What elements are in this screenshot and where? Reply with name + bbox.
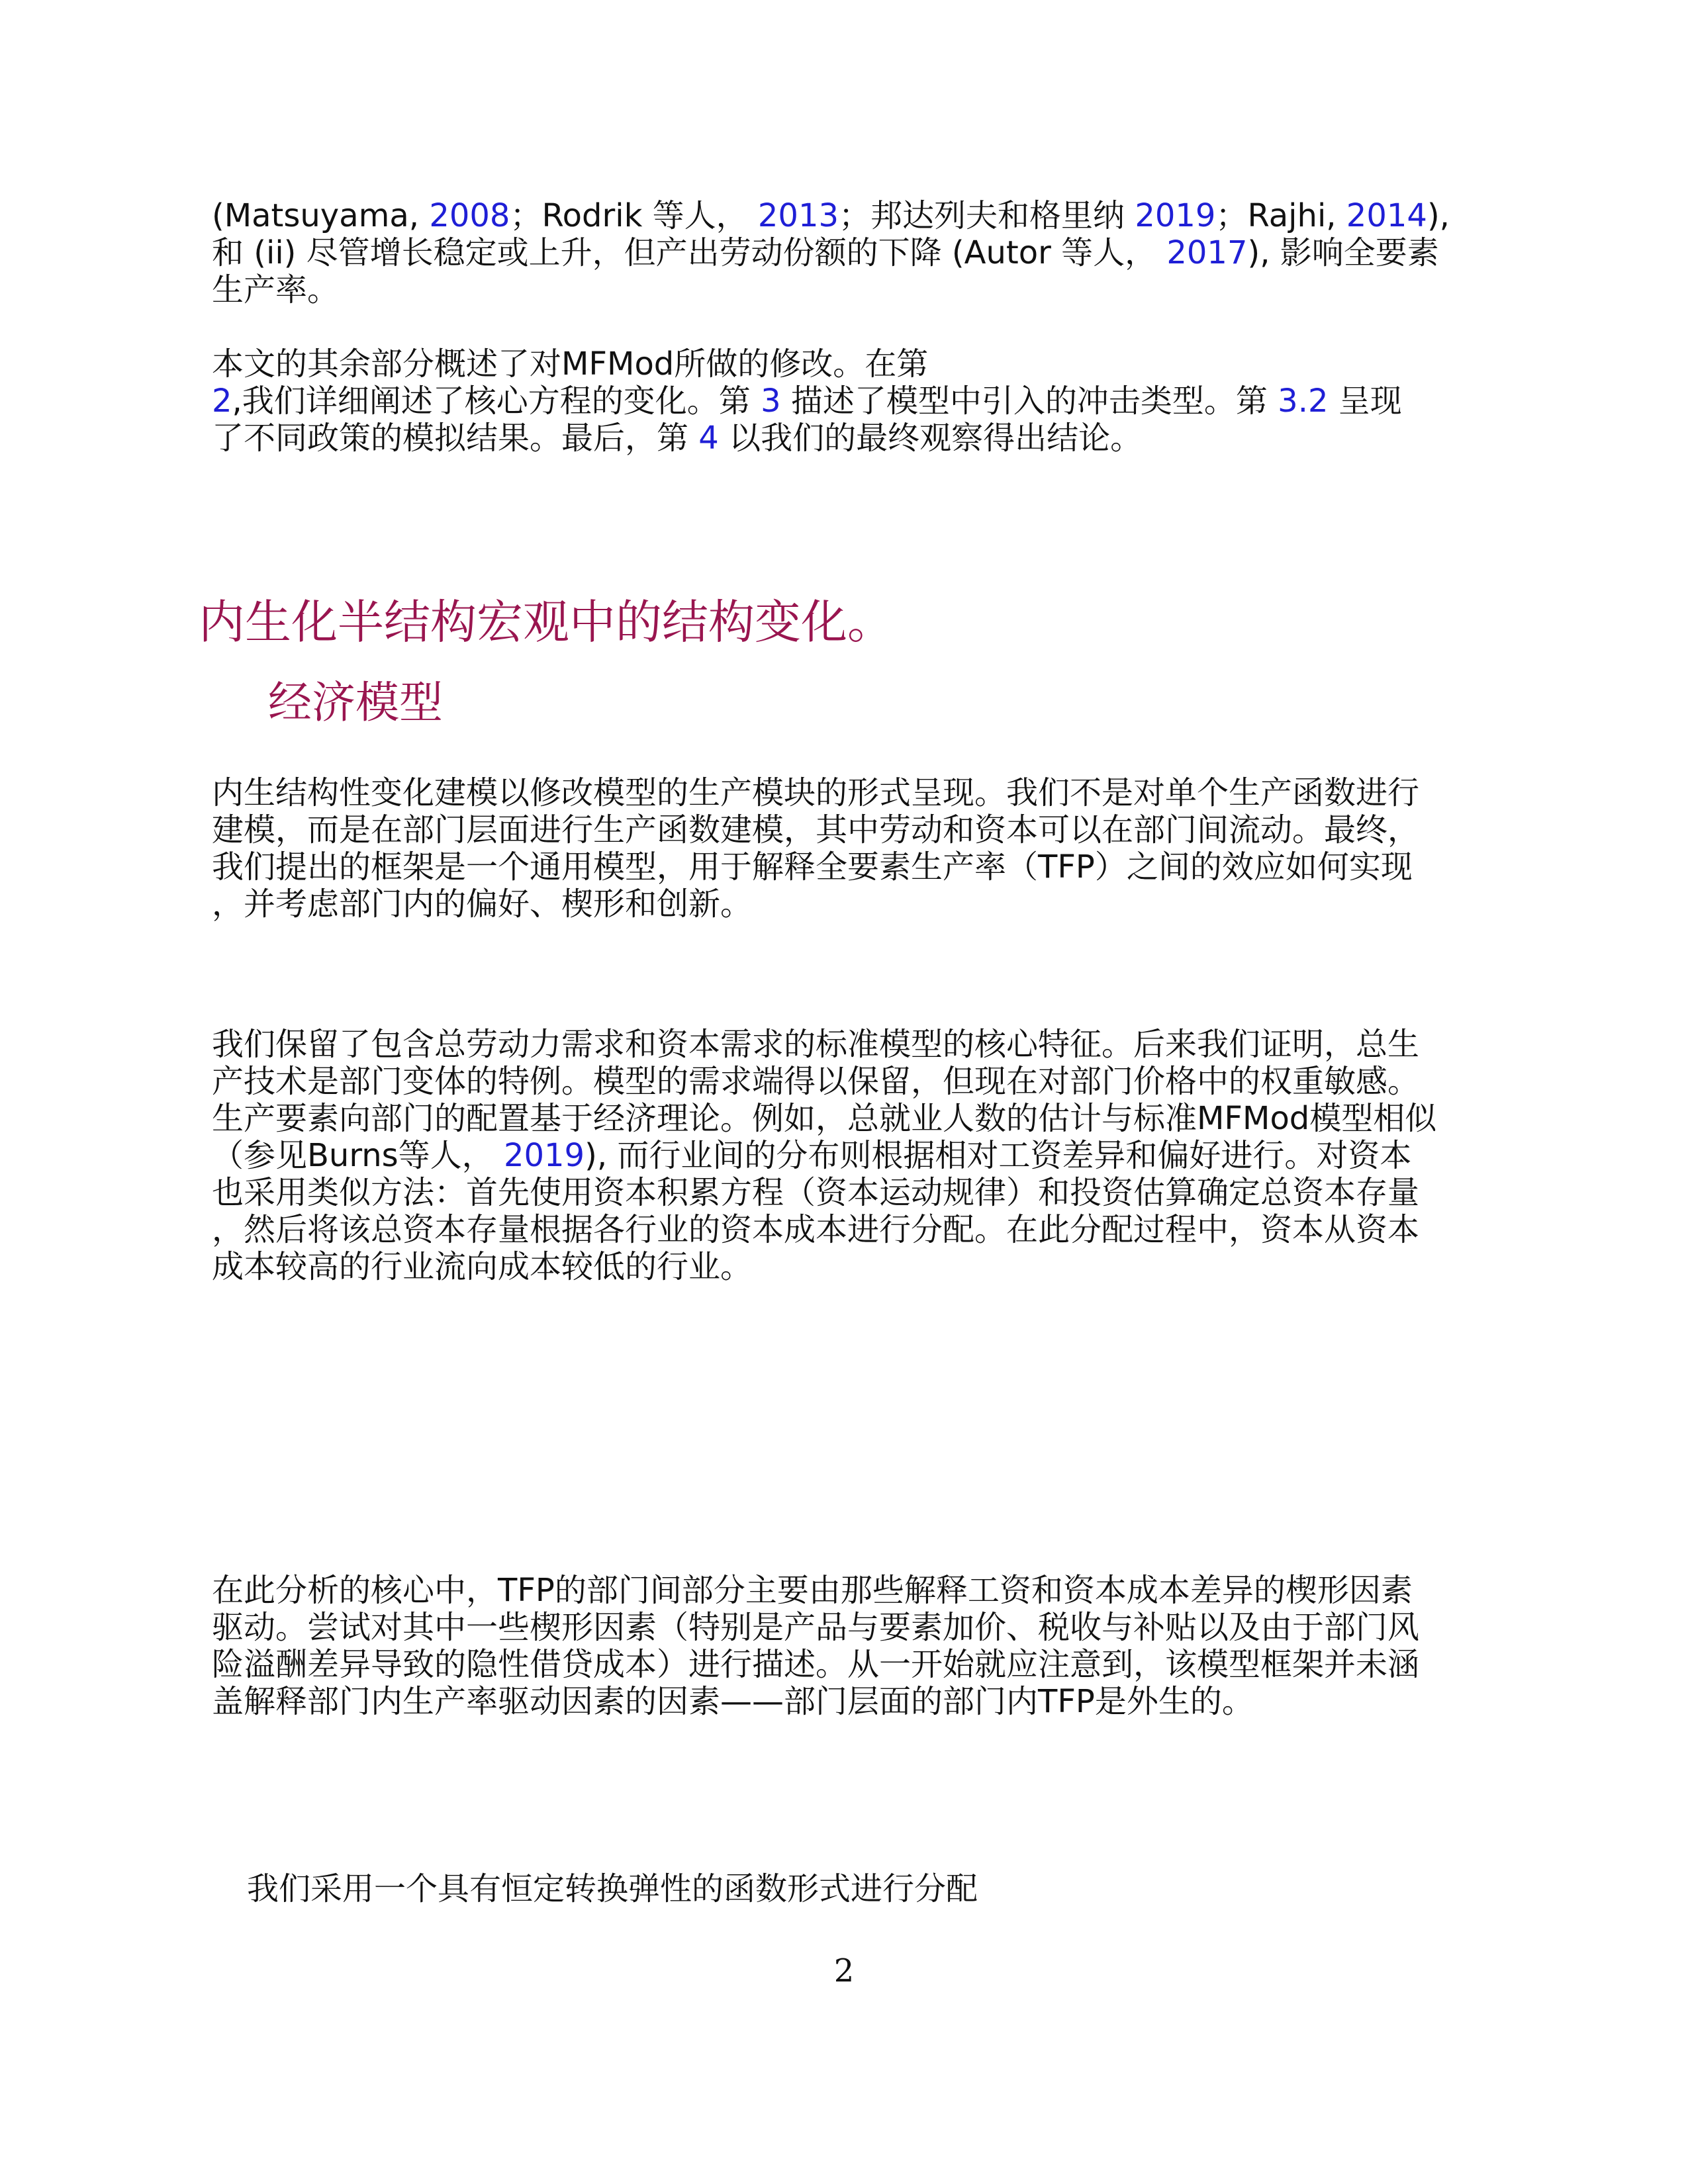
- text-run: （参见Burns等人，: [212, 1137, 504, 1174]
- paragraph-2-line: 生产要素向部门的配置基于经济理论。例如，总就业人数的估计与标准MFMod模型相似: [212, 1100, 1437, 1137]
- subsection-title: 经济模型: [268, 677, 443, 728]
- paragraph-3-line: 在此分析的核心中，TFP的部门间部分主要由那些解释工资和资本成本差异的楔形因素: [212, 1572, 1413, 1609]
- citation-link[interactable]: 2: [212, 383, 232, 420]
- text-run: ；Rodrik 等人，: [510, 197, 758, 234]
- citation-link[interactable]: 2017: [1166, 234, 1248, 271]
- citation-link[interactable]: 2014: [1346, 197, 1427, 234]
- paragraph-3: [212, 1572, 1470, 1720]
- citation-link[interactable]: 3.2: [1278, 383, 1329, 420]
- text-run: 了不同政策的模拟结果。最后，第: [212, 420, 699, 457]
- paragraph-2-line: 也采用类似方法：首先使用资本积累方程（资本运动规律）和投资估算确定总资本存量: [212, 1174, 1420, 1211]
- citation-link[interactable]: 2019: [1135, 197, 1216, 234]
- outline-line-1: [212, 345, 1470, 383]
- paragraph-4-line: 我们采用一个具有恒定转换弹性的函数形式进行分配: [247, 1870, 978, 1907]
- intro-line-1: [212, 197, 1470, 234]
- citation-link[interactable]: 4: [698, 420, 719, 457]
- paragraph-1-line: 建模，而是在部门层面进行生产函数建模，其中劳动和资本可以在部门间流动。最终，: [212, 811, 1420, 848]
- paragraph-3-line: 盖解释部门内生产率驱动因素的因素——部门层面的部门内TFP是外生的。: [212, 1683, 1254, 1720]
- text-run: 和 (ii) 尽管增长稳定或上升，但产出劳动份额的下降 (Autor 等人，: [212, 234, 1167, 271]
- text-run: 描述了模型中引入的冲击类型。第: [780, 383, 1278, 420]
- paragraph-1-line: ，并考虑部门内的偏好、楔形和创新。: [212, 886, 753, 923]
- text-run: ,我们详细阐述了核心方程的变化。第: [232, 383, 761, 420]
- paragraph-1-line: 内生结构性变化建模以修改模型的生产模块的形式呈现。我们不是对单个生产函数进行: [212, 774, 1420, 811]
- intro-line-2: [212, 234, 1470, 271]
- page-number: 2: [833, 1952, 855, 1989]
- paragraph-2-line: ，然后将该总资本存量根据各行业的资本成本进行分配。在此分配过程中，资本从资本: [212, 1211, 1420, 1248]
- text-run: (Matsuyama,: [212, 197, 430, 234]
- paragraph-3-line: 驱动。尝试对其中一些楔形因素（特别是产品与要素加价、税收与补贴以及由于部门风: [212, 1609, 1420, 1646]
- text-run: ),: [1427, 197, 1450, 234]
- paragraph-3-line: 险溢酬差异导致的隐性借贷成本）进行描述。从一开始就应注意到，该模型框架并未涵: [212, 1646, 1420, 1683]
- paragraph-1-line: 我们提出的框架是一个通用模型，用于解释全要素生产率（TFP）之间的效应如何实现: [212, 848, 1413, 886]
- outline-line-2: [212, 383, 1470, 420]
- paragraph-4: [247, 1870, 1505, 1907]
- text-run: ), 影响全要素: [1247, 234, 1439, 271]
- citation-link[interactable]: 2019: [503, 1137, 585, 1174]
- outline-paragraph: [212, 345, 1470, 457]
- outline-line-3: [212, 420, 1470, 457]
- citation-link[interactable]: 3: [761, 383, 781, 420]
- paragraph-1: [212, 774, 1470, 923]
- intro-paragraph: [212, 197, 1470, 308]
- text-run: 本文的其余部分概述了对MFMod所做的修改。在第: [212, 345, 929, 383]
- paragraph-2-line-citation: [212, 1137, 1470, 1174]
- citation-link[interactable]: 2008: [429, 197, 510, 234]
- text-run: 以我们的最终观察得出结论。: [718, 420, 1143, 457]
- paragraph-2-line: 我们保留了包含总劳动力需求和资本需求的标准模型的核心特征。后来我们证明，总生: [212, 1026, 1420, 1063]
- text-run: 呈现: [1328, 383, 1402, 420]
- paragraph-2-line: 产技术是部门变体的特例。模型的需求端得以保留，但现在对部门价格中的权重敏感。: [212, 1063, 1420, 1100]
- text-run: 生产率。: [212, 271, 340, 308]
- text-run: ；Rajhi,: [1215, 197, 1346, 234]
- intro-line-3: [212, 271, 1470, 308]
- section-title: 内生化半结构宏观中的结构变化。: [199, 595, 894, 649]
- text-run: ；邦达列夫和格里纳: [839, 197, 1135, 234]
- paragraph-2-line: 成本较高的行业流向成本较低的行业。: [212, 1248, 753, 1285]
- citation-link[interactable]: 2013: [757, 197, 839, 234]
- paragraph-2: [212, 1026, 1470, 1285]
- text-run: ), 而行业间的分布则根据相对工资差异和偏好进行。对资本: [585, 1137, 1412, 1174]
